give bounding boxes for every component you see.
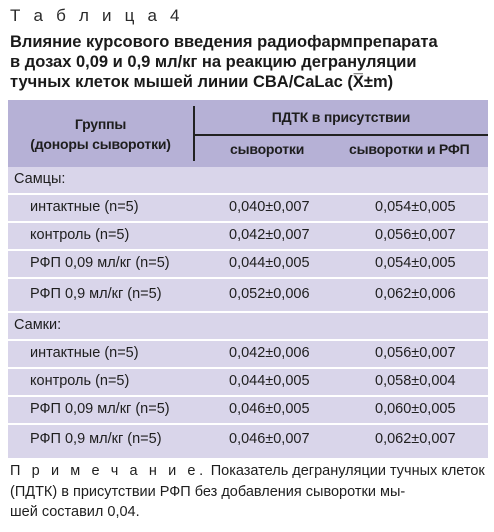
table-row: [8, 341, 488, 369]
section-row-males: [8, 167, 488, 195]
table-title: [10, 32, 490, 92]
section-row-females: [8, 313, 488, 341]
serum-column-header: сыворотки: [230, 141, 305, 157]
group-cell: контроль (n=5): [30, 373, 130, 389]
footnote-line: [10, 461, 488, 482]
serum-cell: 0,040±0,007: [229, 199, 310, 215]
table-footnote: [10, 461, 488, 523]
serum-rfp-column-header: сыворотки и РФП: [349, 141, 470, 157]
groups-header-line: (доноры сыворотки): [30, 136, 171, 152]
serum-cell: 0,044±0,005: [229, 255, 310, 271]
table-label: Т а б л и ц а 4: [10, 6, 184, 25]
groups-column-header: [8, 114, 193, 154]
header-divider-horizontal: [194, 134, 488, 136]
title-line: Влияние курсового введения радиофармпрепарата: [10, 33, 438, 51]
serum-cell: 0,042±0,007: [229, 227, 310, 243]
table-row: [8, 251, 488, 279]
data-table: [8, 100, 488, 458]
serum-cell: 0,044±0,005: [229, 373, 310, 389]
group-cell: контроль (n=5): [30, 227, 130, 243]
pdtk-spanning-header: ПДТК в присутствии: [271, 109, 411, 125]
serum-rfp-cell: 0,054±0,005: [375, 255, 456, 271]
footnote-line: шей составил 0,04.: [10, 504, 140, 520]
group-cell: интактные (n=5): [30, 345, 139, 361]
footnote-lead: П р и м е ч а н и е.: [10, 463, 207, 479]
serum-rfp-cell: 0,054±0,005: [375, 199, 456, 215]
group-cell: РФП 0,09 мл/кг (n=5): [30, 255, 170, 271]
serum-cell: 0,052±0,006: [229, 286, 310, 302]
table-row: [8, 223, 488, 251]
group-cell: РФП 0,9 мл/кг (n=5): [30, 286, 162, 302]
table-header: [8, 100, 488, 167]
serum-rfp-cell: 0,056±0,007: [375, 345, 456, 361]
table-row: [8, 195, 488, 223]
table-row: [8, 369, 488, 397]
serum-cell: 0,042±0,006: [229, 345, 310, 361]
title-line: в дозах 0,09 и 0,9 мл/кг на реакцию дегрануляции: [10, 53, 417, 71]
group-cell: РФП 0,9 мл/кг (n=5): [30, 431, 162, 447]
serum-rfp-cell: 0,062±0,007: [375, 431, 456, 447]
serum-rfp-cell: 0,056±0,007: [375, 227, 456, 243]
serum-cell: 0,046±0,007: [229, 431, 310, 447]
groups-header-line: Группы: [74, 116, 127, 132]
serum-rfp-cell: 0,060±0,005: [375, 401, 456, 417]
title-line: тучных клеток мышей линии CBA/CaLac (X̅±m): [10, 73, 394, 91]
group-cell: РФП 0,09 мл/кг (n=5): [30, 401, 170, 417]
footnote-text: Показатель дегрануляции тучных клеток: [206, 463, 485, 479]
section-label: Самцы:: [14, 171, 66, 187]
group-cell: интактные (n=5): [30, 199, 139, 215]
serum-rfp-cell: 0,062±0,006: [375, 286, 456, 302]
serum-cell: 0,046±0,005: [229, 401, 310, 417]
footnote-line: (ПДТК) в присутствии РФП без добавления сыворотки мы-: [10, 483, 406, 500]
section-label: Самки:: [14, 317, 62, 333]
table-row: [8, 425, 488, 458]
table-row: [8, 397, 488, 425]
serum-rfp-cell: 0,058±0,004: [375, 373, 456, 389]
table-row: [8, 279, 488, 313]
